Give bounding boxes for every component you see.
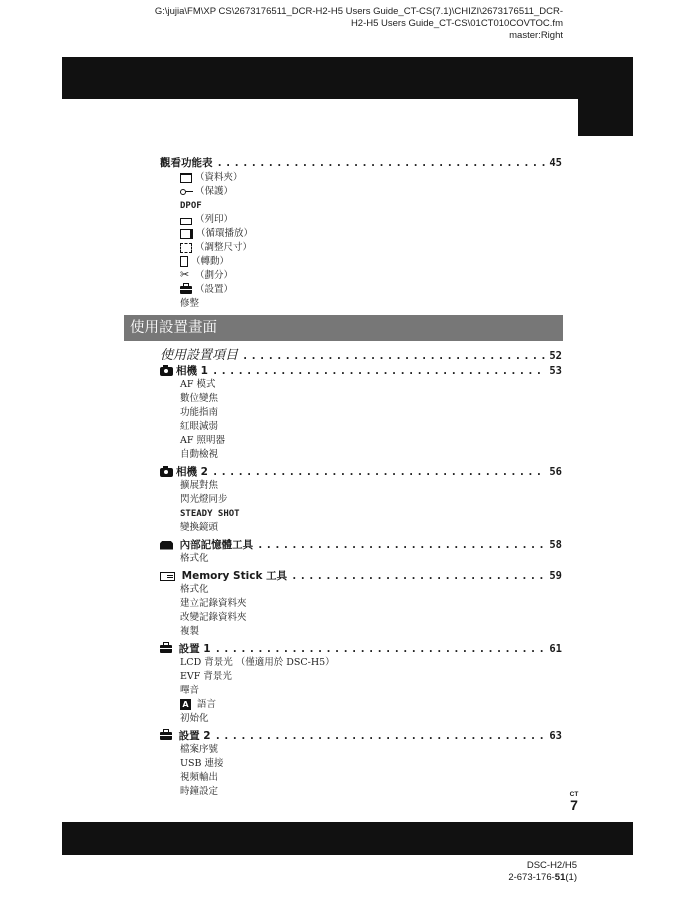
toc-subitem: 擴展對焦 [180, 480, 219, 491]
toc-page: 45 [549, 157, 562, 169]
toc-subitem: A 語言 [180, 698, 216, 712]
setup-icon [160, 732, 172, 740]
toc-subitem: 修整 [180, 298, 200, 309]
toc-subitem: AF 模式 [180, 379, 216, 390]
toc-subitem: 格式化 [180, 553, 209, 564]
toc-subitem: 建立記錄資料夾 [180, 598, 247, 609]
folder-icon [180, 173, 192, 183]
page-number: 7 [570, 797, 578, 813]
leader-dots [212, 364, 545, 378]
toc-subitem: （列印） [180, 213, 233, 227]
toc-subitem: ✂（劃分） [180, 269, 233, 283]
toc-subitem: 檔案序號 [180, 744, 219, 755]
toc-page: 63 [549, 730, 562, 742]
leader-dots [257, 538, 545, 552]
toc-subitem: 嗶音 [180, 685, 200, 696]
toc-subitem: 改變記錄資料夾 [180, 612, 247, 623]
toc-page: 52 [549, 350, 562, 362]
language-code: CT [569, 791, 579, 798]
resize-icon [180, 243, 192, 253]
part-number: 2-673-176-51(1) [508, 872, 577, 883]
toc-subitem: 時鐘設定 [180, 786, 219, 797]
toc-subitem: （保護） [180, 185, 233, 199]
printer-icon [180, 218, 192, 225]
file-path-line: G:\jujia\FM\XP CS\2673176511_DCR-H2-H5 Users Guide_CT-CS(7.1)\CHIZI\2673176511_DCR- [154, 6, 563, 17]
toc-page: 59 [549, 570, 562, 582]
toc-entry-memory-stick[interactable] [160, 569, 562, 583]
toc-entry-camera-1[interactable] [160, 364, 562, 378]
leader-dots [242, 349, 545, 363]
toc-subitem: 格式化 [180, 584, 209, 595]
toc-subitem: USB 連接 [180, 758, 224, 769]
page-number-box [566, 791, 582, 812]
toc-page: 58 [549, 539, 562, 551]
language-icon: A [180, 699, 191, 710]
toc-subitem: 複製 [180, 626, 200, 637]
toc-subitem: （調整尺寸） [180, 241, 252, 255]
internal-memory-icon [160, 541, 173, 550]
memory-stick-icon [160, 572, 175, 581]
toc-title: 觀看功能表 [160, 157, 213, 169]
toc-subitem: 功能指南 [180, 407, 219, 418]
toc-entry-camera-2[interactable] [160, 465, 562, 479]
toc-page: 53 [549, 365, 562, 377]
toc-title: 內部記憶體工具 [160, 538, 253, 552]
toc-subitem: 自動檢視 [180, 449, 219, 460]
section-heading: 使用設置畫面 [124, 315, 563, 341]
bottom-black-bar [62, 822, 633, 855]
toc-subitem: 數位變焦 [180, 393, 219, 404]
toc-subitem: STEADY SHOT [180, 509, 240, 519]
toc-title: Memory Stick 工具 [160, 569, 287, 583]
toc-subitem: LCD 背景光 （僅適用於 DSC-H5） [180, 657, 335, 668]
toc-title: 相機 1 [160, 364, 208, 378]
rotate-icon [180, 256, 188, 267]
setup-icon [160, 645, 172, 653]
file-path [43, 6, 563, 42]
toc-entry-setup-items[interactable] [160, 347, 562, 363]
toc-subitem: （設置） [180, 283, 233, 297]
leader-dots [212, 465, 545, 479]
toc-subitem: 初始化 [180, 713, 209, 724]
divide-icon [180, 271, 192, 281]
toc-subitem: （循環播放） [180, 227, 253, 241]
toc-title: 設置 2 [160, 729, 211, 743]
toc-page: 61 [549, 643, 562, 655]
toc-entry-setup-2[interactable] [160, 729, 562, 743]
toc-subitem: （資料夾） [180, 171, 243, 185]
toc-subitem: （轉動） [180, 255, 229, 269]
toc-subitem: DPOF [180, 201, 202, 211]
toc-entry-setup-1[interactable] [160, 642, 562, 656]
toc-title: 設置 1 [160, 642, 211, 656]
leader-dots [291, 569, 545, 583]
toc-title: 使用設置項目 [160, 348, 239, 363]
top-black-bar [62, 57, 633, 99]
camera-icon [160, 367, 173, 376]
toc-entry-internal-memory[interactable] [160, 538, 562, 552]
model-name: DSC-H2/H5 [526, 860, 577, 871]
toc-title: 相機 2 [160, 465, 208, 479]
toc-subitem: EVF 背景光 [180, 671, 232, 682]
key-icon [180, 187, 192, 197]
toc-subitem: AF 照明器 [180, 435, 225, 446]
side-thumb-tab [578, 99, 633, 136]
master-page-label: master:Right [509, 30, 563, 41]
toc-entry-view-menu[interactable] [160, 156, 562, 170]
leader-dots [215, 642, 546, 656]
leader-dots [217, 156, 546, 170]
model-info [508, 860, 577, 884]
slideshow-icon [180, 229, 193, 239]
toc-subitem: 變換鏡頭 [180, 522, 219, 533]
setup-icon [180, 286, 192, 294]
toc-subitem: 閃光燈同步 [180, 494, 228, 505]
toc-subitem: 紅眼減弱 [180, 421, 219, 432]
leader-dots [215, 729, 546, 743]
camera-icon [160, 468, 173, 477]
toc-subitem: 視頻輸出 [180, 772, 219, 783]
toc-page: 56 [549, 466, 562, 478]
file-path-line: H2-H5 Users Guide_CT-CS\01CT010COVTOC.fm [350, 18, 563, 29]
